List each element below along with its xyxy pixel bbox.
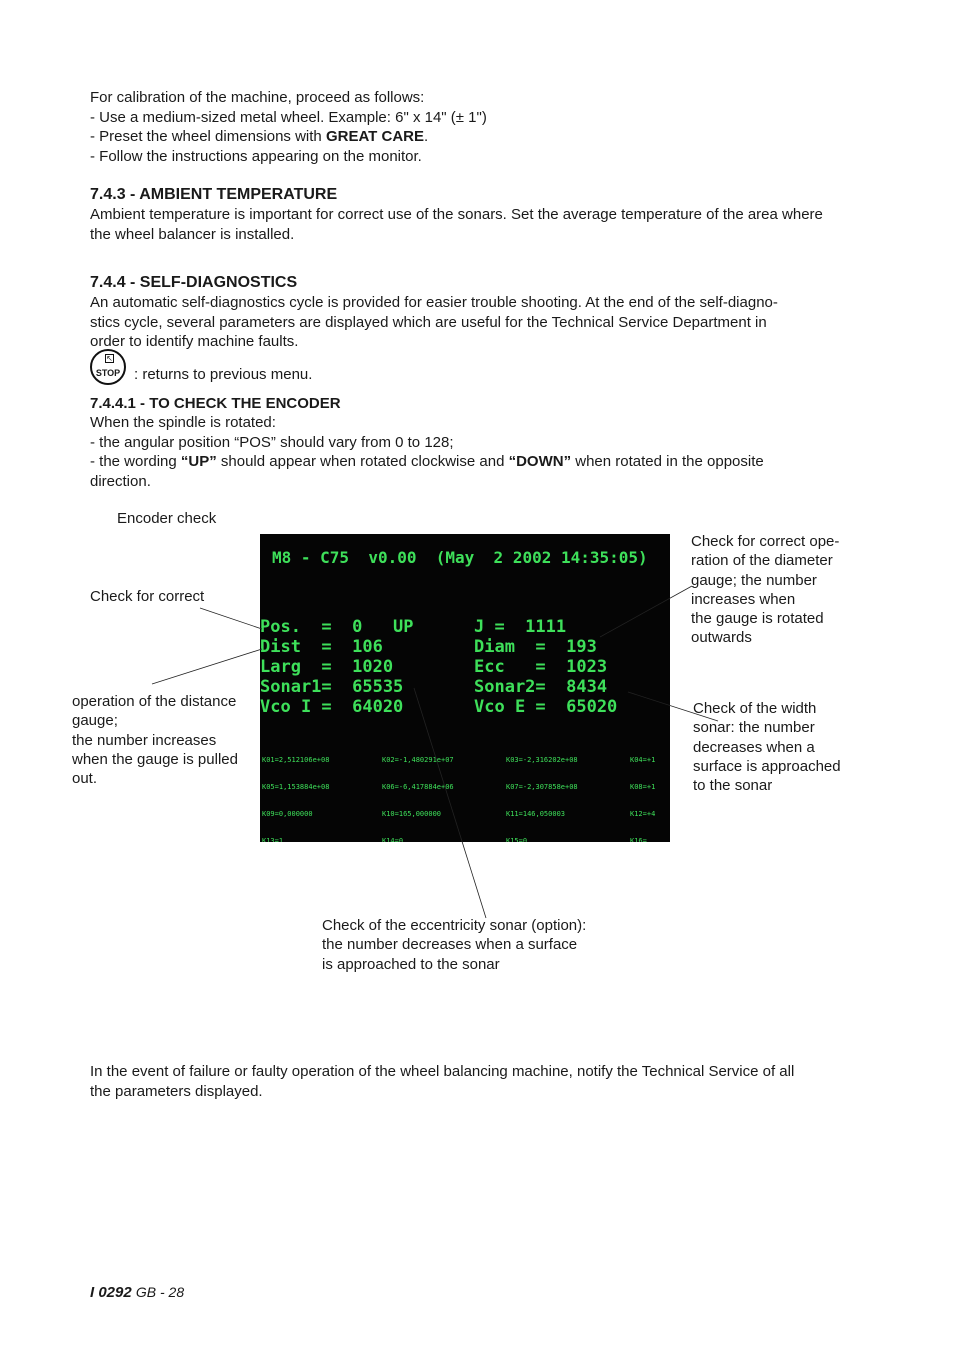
- subsection-line: - the angular position “POS” should vary from 0 to 128;: [90, 433, 454, 451]
- callout-line: sonar: the number: [693, 719, 815, 737]
- intro-line: - Follow the instructions appearing on the monitor.: [90, 147, 422, 165]
- closing-line: In the event of failure or faulty operation of the wheel balancing machine, notify the Technical Service of all: [90, 1063, 795, 1080]
- k-parameter: K07=-2,307858e+08: [506, 783, 578, 791]
- k-parameter: K11=146,050003: [506, 810, 566, 818]
- callout-line: ration of the diameter: [691, 552, 833, 570]
- screen-row-right: Diam = 193: [474, 637, 597, 657]
- leader-line: [152, 649, 262, 684]
- k-parameter: K10=165,000000: [382, 810, 442, 818]
- section-body-line: stics cycle, several parameters are displayed which are useful for the Technical Service Department in: [90, 313, 767, 331]
- text: when rotated in the opposite: [571, 453, 764, 470]
- leader-line: [600, 586, 692, 637]
- screen-header: M8 - C75 v0.00 (May 2 2002 14:35:05): [272, 548, 648, 567]
- screen-row-left: Sonar1= 65535: [260, 677, 404, 697]
- callout-line: outwards: [691, 629, 752, 647]
- callout-line: Check of the width: [693, 700, 817, 717]
- intro-line: - Use a medium-sized metal wheel. Example: 6" x 14" (± 1"): [90, 108, 487, 126]
- callout-line: to the sonar: [693, 777, 773, 795]
- text: - the wording: [90, 453, 181, 470]
- k-parameter: K12=+4: [630, 810, 656, 818]
- screen-row-left: Vco I = 64020: [260, 697, 404, 717]
- screen-row-left: Pos. = 0 UP: [260, 617, 414, 637]
- callout-line: Check of the eccentricity sonar (option):: [322, 917, 587, 934]
- intro-text: .: [424, 128, 429, 145]
- callout-line: gauge;: [72, 712, 118, 730]
- callout-line: is approached to the sonar: [322, 955, 500, 973]
- screen-row-right: Vco E = 65020: [474, 697, 618, 717]
- subsection-heading: 7.4.4.1 - TO CHECK THE ENCODER: [90, 395, 341, 412]
- callout-right-top: [691, 532, 839, 648]
- subsection-line: direction.: [90, 472, 151, 490]
- callout-line: decreases when a: [693, 738, 815, 756]
- k-parameter: K01=2,512106e+08: [262, 756, 330, 764]
- k-parameter: K15=0: [506, 837, 528, 842]
- callout-left-top: Check for correct: [90, 588, 205, 605]
- k-parameter: K05=1,153884e+08: [262, 783, 330, 791]
- stop-description: : returns to previous menu.: [134, 366, 313, 383]
- screen-row-right: Ecc = 1023: [474, 657, 608, 677]
- figure-caption: Encoder check: [117, 510, 217, 527]
- subsection-line: When the spindle is rotated:: [90, 414, 276, 431]
- section-body-line: An automatic self-diagnostics cycle is provided for easier trouble shooting. At the end of the self-diagno-: [90, 294, 778, 311]
- screen-row-right: J = 1111: [474, 617, 567, 637]
- closing-line: the parameters displayed.: [90, 1082, 263, 1100]
- leader-line: [414, 688, 486, 918]
- section-body: Ambient temperature is important for correct use of the sonars. Set the average temperature of the area where the wheel balancer is installed.: [90, 206, 823, 243]
- intro-text: - Preset the wheel dimensions with: [90, 128, 326, 145]
- callout-right-bottom: [693, 699, 841, 795]
- k-parameter: K08=+1: [630, 783, 656, 791]
- callout-line: when the gauge is pulled: [72, 750, 238, 768]
- callout-line: out.: [72, 770, 98, 788]
- text: should appear when rotated clockwise and: [216, 453, 509, 470]
- screen-row-left: Larg = 1020: [260, 657, 394, 677]
- callout-line: increases when: [691, 590, 796, 608]
- section-body-line: order to identify machine faults.: [90, 333, 299, 350]
- k-parameter: K16=: [630, 837, 647, 842]
- page-number: GB - 28: [135, 1284, 185, 1300]
- screen-row-right: Sonar2= 8434: [474, 677, 608, 697]
- intro-line: For calibration of the machine, proceed as follows:: [90, 89, 425, 106]
- leader-line: [200, 608, 262, 629]
- bold-text: “UP”: [180, 453, 217, 470]
- k-parameter: K04=+1: [630, 756, 656, 764]
- k-parameter: K09=0,000000: [262, 810, 313, 818]
- k-parameter: K02=-1,480291e+07: [382, 756, 454, 764]
- k-parameter: K03=-2,316202e+08: [506, 756, 578, 764]
- callout-line: the gauge is rotated: [691, 610, 824, 628]
- document-code: I 0292: [90, 1284, 132, 1301]
- callout-line: the number decreases when a surface: [322, 936, 578, 954]
- callout-line: the number increases: [72, 731, 217, 749]
- closing-paragraph: [90, 1062, 890, 1101]
- arrow-icon: ↖: [106, 354, 113, 363]
- k-parameter: K13=1: [262, 837, 284, 842]
- screen-row-left: Dist = 106: [260, 637, 383, 657]
- callout-line: operation of the distance: [72, 693, 237, 710]
- callout-left-bottom: [72, 692, 238, 788]
- k-parameter: K14=0: [382, 837, 404, 842]
- page-footer: [90, 1283, 184, 1303]
- callout-line: surface is approached: [693, 757, 841, 775]
- stop-label: STOP: [95, 368, 121, 378]
- section-heading: 7.4.3 - AMBIENT TEMPERATURE: [90, 186, 338, 203]
- callout-bottom: [322, 916, 586, 974]
- callout-line: Check for correct ope-: [691, 533, 840, 550]
- k-parameter: K06=-6,417884e+06: [382, 783, 454, 791]
- section-heading: 7.4.4 - SELF-DIAGNOSTICS: [90, 274, 298, 291]
- callout-line: gauge; the number: [691, 571, 817, 589]
- intro-bold: GREAT CARE: [325, 128, 425, 145]
- bold-text: “DOWN”: [508, 453, 572, 470]
